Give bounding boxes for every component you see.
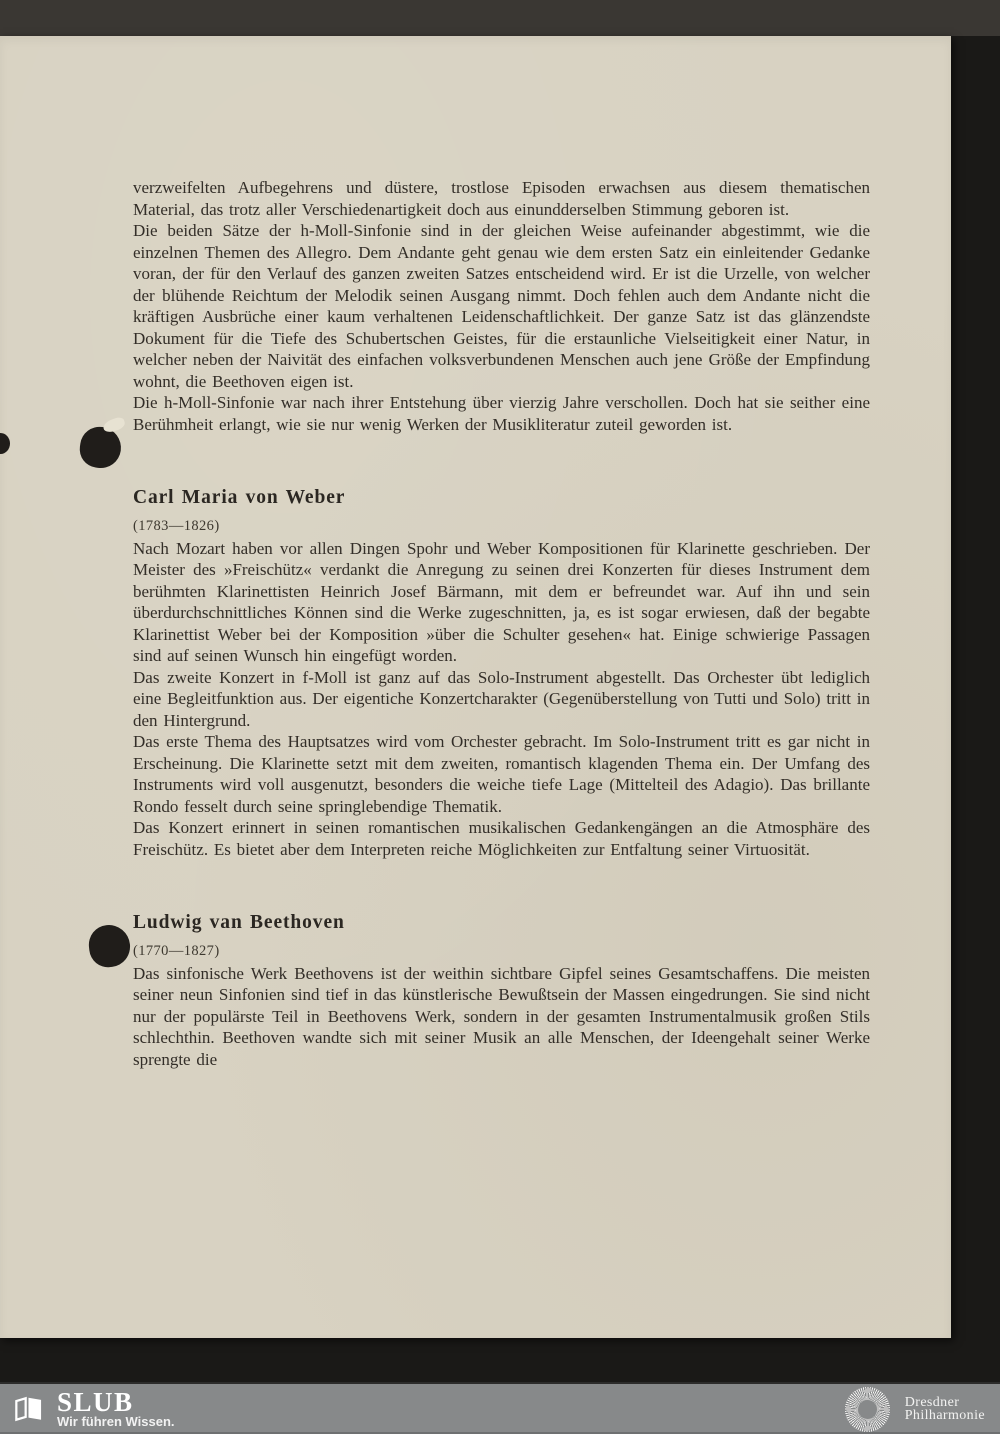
scan-margin-top bbox=[0, 0, 1000, 36]
text-column bbox=[133, 177, 870, 1070]
philharmonie-name-line1: Dresdner bbox=[904, 1394, 960, 1410]
paragraph-weber-4: Das Konzert erinnert in seinen romantischen musikalischen Gedankengängen an die Atmosphäre des Freischütz. Es bietet aber dem Interpreten reiche Möglichkeiten zur Entfaltung seiner Virtuosität. bbox=[133, 818, 870, 859]
philharmonie-name-line2: Philharmonie bbox=[904, 1408, 985, 1423]
slub-book-icon bbox=[13, 1395, 43, 1423]
paragraph-weber-3: Das erste Thema des Hauptsatzes wird vom Orchester gebracht. Im Solo-Instrument tritt es gar nicht in Erscheinung. Die Klarinette setzt mit dem zweiten, romantisch klagenden Thema ein. Der Umfang des Instruments wird voll ausgenutzt, besonders die weiche tiefe Lage (Mittelteil des Adagio). Das brillante Rondo fesselt durch seine springlebendige Thematik. bbox=[133, 732, 870, 816]
paragraph-schubert-3: Die h-Moll-Sinfonie war nach ihrer Entstehung über vierzig Jahre verschollen. Doch hat sie seither eine Berühmheit erlangt, wie sie nur wenig Werken der Musikliteratur zuteil geworden ist. bbox=[133, 393, 870, 434]
slub-logo-text: SLUB bbox=[57, 1386, 134, 1417]
philharmonie-brand bbox=[845, 1387, 985, 1432]
life-dates-beethoven: (1770—1827) bbox=[133, 943, 220, 959]
punch-hole-top bbox=[77, 424, 123, 470]
punch-hole-edge bbox=[0, 433, 10, 454]
punch-hole-bottom bbox=[87, 923, 132, 969]
heading-carl-maria-von-weber: Carl Maria von Weber bbox=[133, 487, 346, 508]
paragraph-schubert-1: verzweifelten Aufbegehrens und düstere, trostlose Episoden erwachsen aus diesem thematischen Material, das trotz aller Verschiedenartigkeit doch aus einundderselben Stimmung geboren ist. bbox=[133, 178, 870, 219]
paragraph-schubert-2: Die beiden Sätze der h-Moll-Sinfonie sind in der gleichen Weise aufeinander abgestimmt, wie die einzelnen Themen des Allegro. Dem Andante geht genau wie dem ersten Satz ein einleitender Gedanke voran, der für den Verlauf des ganzen zweiten Satzes entscheidend wird. Er ist die Urzelle, von welcher der blühende Reichtum der Melodik seinen Ausgang nimmt. Doch fehlen auch dem Andante nicht die kräftigen Ausbrüche einer kaum verhaltenen Leidenschaftlichkeit. Der ganze Satz ist das glänzendste Dokument für die Tiefe des Schubertschen Geistes, für die erstaunliche Vielseitigkeit einer Natur, in welcher neben der Naivität des einfachen volksverbundenen Menschen auch jene Größe der Empfindung wohnt, die Beethoven eigen ist. bbox=[133, 221, 870, 391]
paragraph-weber-2: Das zweite Konzert in f-Moll ist ganz auf das Solo-Instrument abgestellt. Das Orchester übt lediglich eine Begleitfunktion aus. Der eigentiche Konzertcharakter (Gegenüberstellung von Tutti und Solo) tritt in den Hintergrund. bbox=[133, 667, 870, 730]
slub-tagline: Wir führen Wissen. bbox=[57, 1413, 175, 1429]
philharmonie-wordmark bbox=[905, 1396, 985, 1423]
slub-brand bbox=[13, 1386, 175, 1429]
life-dates-weber: (1783—1826) bbox=[133, 518, 220, 534]
paragraph-weber-1: Nach Mozart haben vor allen Dingen Spohr und Weber Kompositionen für Klarinette geschrieben. Der Meister des »Freischütz« verdankt die Anregung zu seinen drei Konzerten für dieses Instrument dem berühmten Klarinettisten Heinrich Josef Bärmann, mit dem er befreundet war. Auf ihn und sein überdurchschnittliches Können sind die Werke zugeschnitten, ja, es ist sogar erwiesen, daß der begabte Klarinettist Weber bei der Komposition »über die Schulter gesehen« hat. Einige schwierige Passagen sind auf seinen Wunsch hin eingefügt worden. bbox=[133, 538, 870, 665]
heading-ludwig-van-beethoven: Ludwig van Beethoven bbox=[133, 912, 345, 933]
paragraph-beethoven-1: Das sinfonische Werk Beethovens ist der weithin sichtbare Gipfel seines Gesamtschaffens. Die meisten seiner neun Sinfonien sind tief in das künstlerische Bewußtsein der Massen eingedrungen. Sie sind nicht nur der populärste Teil in Beethovens Werk, sondern in der gesamten Instrumentalmusik großen Stils schlechthin. Beethoven wandte sich mit seiner Musik an alle Menschen, der Ideengehalt seiner Werke sprengte die bbox=[133, 963, 870, 1069]
document-page bbox=[0, 36, 951, 1338]
philharmonie-starburst-icon bbox=[845, 1387, 890, 1432]
slub-wordmark bbox=[57, 1386, 175, 1429]
library-footer bbox=[0, 1382, 1000, 1434]
